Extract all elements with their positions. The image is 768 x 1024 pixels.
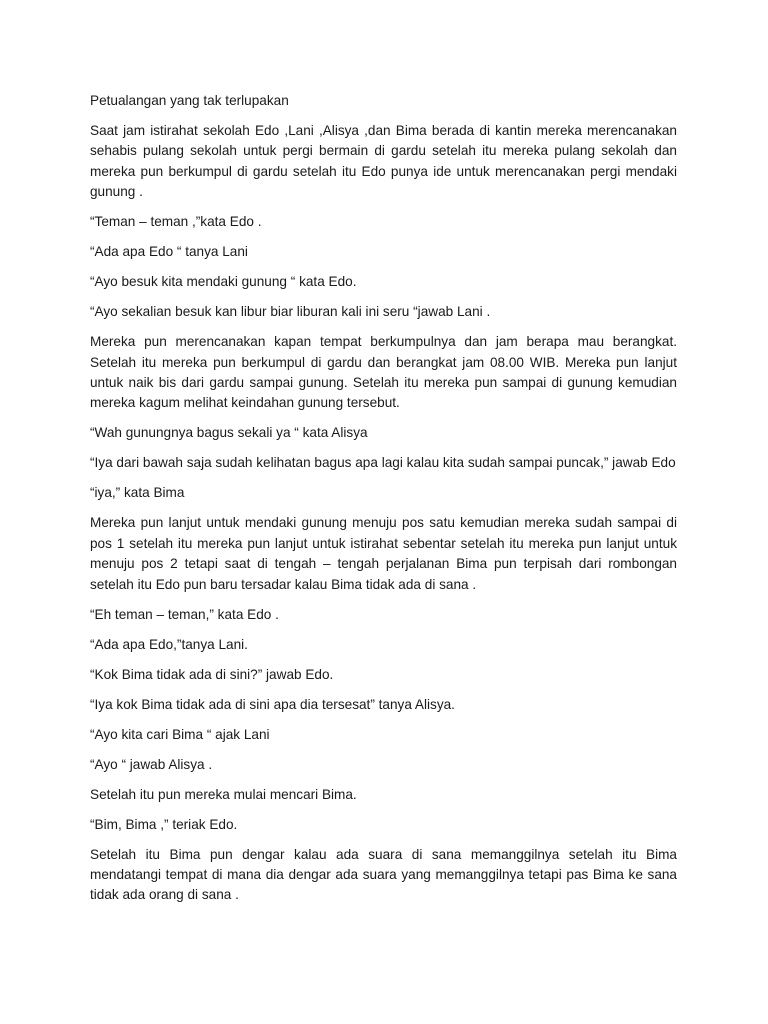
paragraph: Setelah itu Bima pun dengar kalau ada suara di sana memanggilnya setelah itu Bima mendatangi tempat di mana dia dengar ada suara yang memanggilnya tetapi pas Bima ke sana tidak ada orang di sana . bbox=[90, 846, 677, 903]
paragraph: “Iya kok Bima tidak ada di sini apa dia tersesat” tanya Alisya. bbox=[90, 696, 455, 712]
paragraph: Saat jam istirahat sekolah Edo ,Lani ,Alisya ,dan Bima berada di kantin mereka merencanakan sehabis pulang sekolah untuk pergi bermain di gardu setelah itu mereka pulang sekolah dan mereka pun berkumpul di gardu setelah itu Edo punya ide untuk merencanakan pergi mendaki gunung . bbox=[90, 123, 677, 200]
document-body bbox=[90, 121, 677, 906]
paragraph: “Ayo “ jawab Alisya . bbox=[90, 756, 213, 772]
paragraph: Mereka pun lanjut untuk mendaki gunung menuju pos satu kemudian mereka sudah sampai di pos 1 setelah itu mereka pun lanjut untuk istirahat sebentar setelah itu mereka pun lanjut untuk menuju pos 2 tetapi saat di tengah – tengah perjalanan Bima pun terpisah dari rombongan setelah itu Edo pun baru tersadar kalau Bima tidak ada di sana . bbox=[90, 515, 677, 592]
paragraph: “Teman – teman ,”kata Edo . bbox=[90, 214, 262, 230]
paragraph: Mereka pun merencanakan kapan tempat berkumpulnya dan jam berapa mau berangkat. Setelah itu mereka pun berkumpul di gardu dan berangkat jam 08.00 WIB. Mereka pun lanjut untuk naik bis dari gardu sampai gunung. Setelah itu mereka pun sampai di gunung kemudian mereka kagum melihat keindahan gunung tersebut. bbox=[90, 334, 677, 411]
paragraph: “Bim, Bima ,” teriak Edo. bbox=[90, 816, 238, 832]
paragraph: “Kok Bima tidak ada di sini?” jawab Edo. bbox=[90, 666, 334, 682]
paragraph: “Ada apa Edo,”tanya Lani. bbox=[90, 636, 248, 652]
paragraph: “Ayo kita cari Bima “ ajak Lani bbox=[90, 726, 270, 742]
document-title: Petualangan yang tak terlupakan bbox=[90, 93, 289, 108]
paragraph: “Wah gunungnya bagus sekali ya “ kata Alisya bbox=[90, 425, 368, 441]
paragraph: “Ayo besuk kita mendaki gunung “ kata Edo. bbox=[90, 274, 357, 290]
paragraph: “Ayo sekalian besuk kan libur biar liburan kali ini seru “jawab Lani . bbox=[90, 304, 491, 320]
paragraph: “Iya dari bawah saja sudah kelihatan bagus apa lagi kalau kita sudah sampai puncak,” jawab Edo bbox=[90, 455, 676, 471]
paragraph: Setelah itu pun mereka mulai mencari Bima. bbox=[90, 786, 357, 802]
paragraph: “Eh teman – teman,” kata Edo . bbox=[90, 606, 279, 622]
document-page bbox=[90, 91, 677, 915]
paragraph: “Ada apa Edo “ tanya Lani bbox=[90, 244, 248, 260]
paragraph: “iya,” kata Bima bbox=[90, 485, 185, 501]
